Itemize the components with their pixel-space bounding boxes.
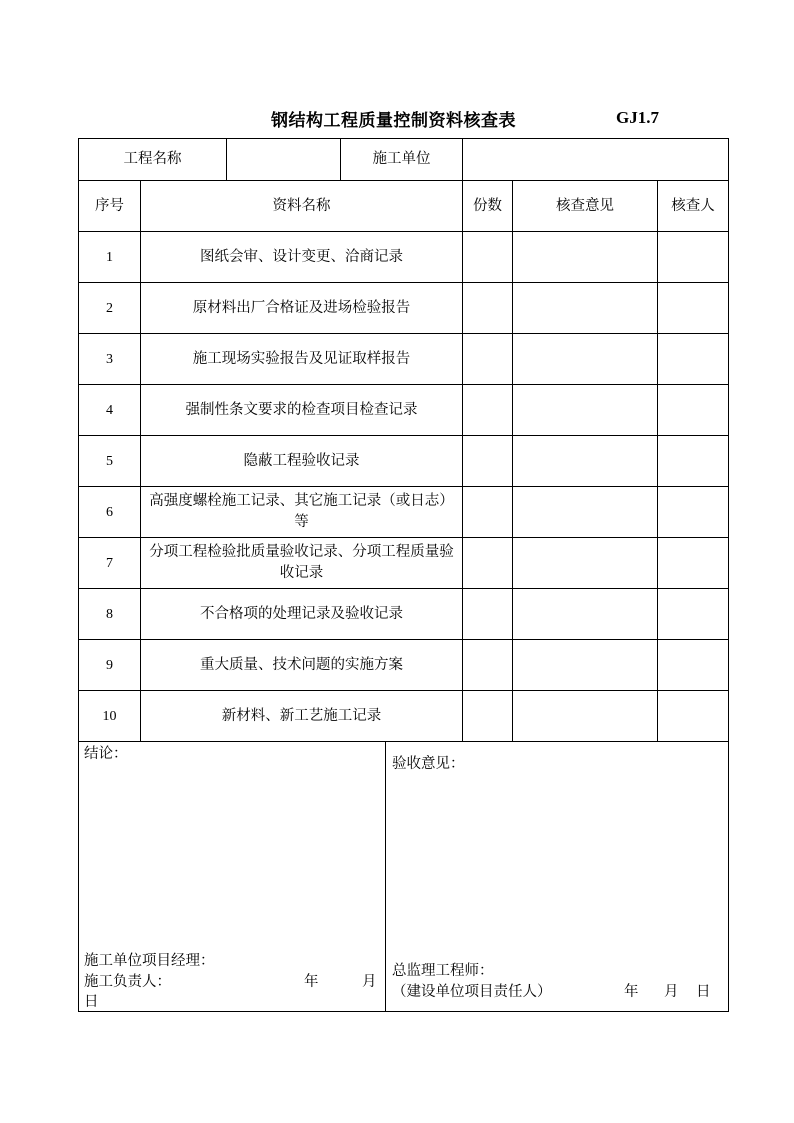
row-item-name: 隐蔽工程验收记录 [243,452,360,469]
inspection-table [78,138,729,1012]
header-opinion: 核查意见 [556,197,614,214]
construction-unit-field[interactable] [463,139,728,180]
table-border-right [728,138,729,1012]
row-item-name: 高强度螺栓施工记录、其它施工记录（或日志）等 [149,493,454,530]
acceptance-opinion-label: 验收意见： [392,756,465,772]
col-divider [512,180,513,741]
row-item-name: 重大质量、技术问题的实施方案 [200,656,403,673]
header-checker: 核查人 [671,197,715,214]
row-number: 2 [106,300,113,316]
row-number: 8 [106,606,113,622]
project-name-label: 工程名称 [123,151,182,167]
footer-divider [385,741,386,1012]
row-number: 10 [102,708,117,724]
construction-responsible-label: 施工负责人： [84,974,171,990]
row-number: 7 [106,555,113,571]
form-code: GJ1.7 [616,108,659,127]
row-number: 6 [106,504,113,520]
row-number: 9 [106,657,113,673]
row-divider [78,741,729,742]
date-month: 月 [362,974,377,990]
row-number: 5 [106,453,113,469]
project-manager-label: 施工单位项目经理： [84,953,215,969]
row-number: 4 [106,402,113,418]
header-name: 资料名称 [272,197,331,214]
row-item-name: 原材料出厂合格证及进场检验报告 [192,299,411,316]
col-divider [140,180,141,741]
header-no: 序号 [95,197,124,214]
date-year-right: 年 [624,984,639,1000]
conclusion-label: 结论： [84,746,128,762]
header-copies: 份数 [473,197,502,214]
col-divider [462,180,463,741]
row-item-name: 强制性条文要求的检查项目检查记录 [185,401,418,418]
row-number: 3 [106,351,113,367]
document-title: 钢结构工程质量控制资料核查表 [271,111,516,131]
chief-supervisor-label: 总监理工程师： [392,963,494,979]
col-divider [657,180,658,741]
project-name-field[interactable] [227,139,340,180]
date-day-right: 日 [696,984,711,1000]
row-number: 1 [106,249,113,265]
row-item-name: 不合格项的处理记录及验收记录 [200,605,403,622]
date-year: 年 [304,974,319,990]
row-item-name: 施工现场实验报告及见证取样报告 [192,350,411,367]
row-item-name: 图纸会审、设计变更、洽商记录 [200,248,403,265]
construction-unit-label: 施工单位 [372,151,431,167]
row-item-name: 新材料、新工艺施工记录 [221,707,382,724]
date-day: 日 [84,994,99,1010]
row-item-name: 分项工程检验批质量验收记录、分项工程质量验收记录 [149,544,454,581]
owner-responsible-label: （建设单位项目责任人） [392,984,552,1000]
date-month-right: 月 [664,984,679,1000]
table-border-bottom [78,1011,729,1012]
